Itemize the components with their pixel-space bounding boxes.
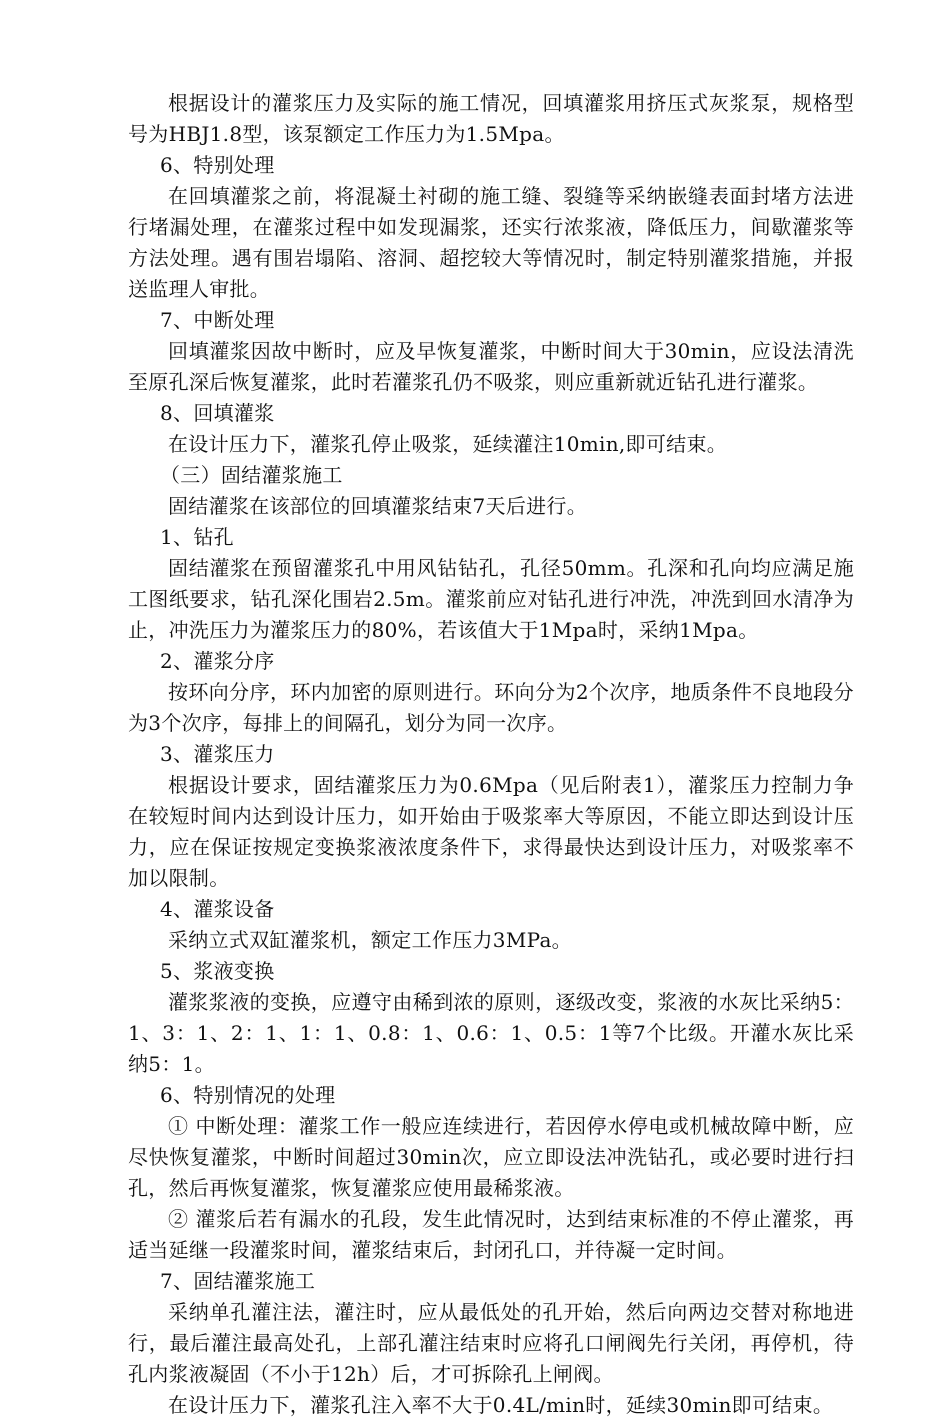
document-body (128, 88, 854, 1421)
section-heading: 7、中断处理 (160, 308, 275, 332)
paragraph: 在设计压力下，灌浆孔停止吸浆，延续灌注10min,即可结束。 (168, 432, 728, 456)
paragraph: 根据设计的灌浆压力及实际的施工情况，回填灌浆用挤压式灰浆泵，规格型号为HBJ1.8型，该泵额定工作压力为1.5Mpa。 (128, 91, 854, 146)
paragraph: 采纳单孔灌注法，灌注时，应从最低处的孔开始，然后向两边交替对称地进行，最后灌注最高处孔，上部孔灌注结束时应将孔口闸阀先行关闭，再停机，待孔内浆液凝固（不小于12h）后，才可拆除孔上闸阀。 (128, 1300, 854, 1386)
section-heading: 3、灌浆压力 (160, 742, 275, 766)
section-heading: 8、回填灌浆 (160, 401, 275, 425)
paragraph: 采纳立式双缸灌浆机，额定工作压力3MPa。 (168, 928, 572, 952)
paragraph: 灌浆浆液的变换，应遵守由稀到浓的原则，逐级改变，浆液的水灰比采纳5：1、3：1、2：1、1：1、0.8：1、0.6：1、0.5：1等7个比级。开灌水灰比采纳5：1。 (128, 990, 854, 1076)
section-heading: 6、特别处理 (160, 153, 275, 177)
section-heading: 4、灌浆设备 (160, 897, 275, 921)
section-heading: （三）固结灌浆施工 (160, 463, 343, 487)
section-heading: 7、固结灌浆施工 (160, 1269, 316, 1293)
section-heading: 2、灌浆分序 (160, 649, 275, 673)
section-heading: 6、特别情况的处理 (160, 1083, 336, 1107)
paragraph: 按环向分序，环内加密的原则进行。环向分为2个次序，地质条件不良地段分为3个次序，每排上的间隔孔，划分为同一次序。 (128, 680, 854, 735)
paragraph: 在回填灌浆之前，将混凝土衬砌的施工缝、裂缝等采纳嵌缝表面封堵方法进行堵漏处理，在灌浆过程中如发现漏浆，还实行浓浆液，降低压力，间歇灌浆等方法处理。遇有围岩塌陷、溶洞、超挖较大等情况时，制定特别灌浆措施，并报送监理人审批。 (128, 184, 854, 301)
paragraph: 回填灌浆因故中断时，应及早恢复灌浆，中断时间大于30min，应设法清洗至原孔深后恢复灌浆，此时若灌浆孔仍不吸浆，则应重新就近钻孔进行灌浆。 (128, 339, 854, 394)
paragraph: 在设计压力下，灌浆孔注入率不大于0.4L/min时，延续30min即可结束。 (168, 1393, 834, 1417)
section-heading: 1、钻孔 (160, 525, 234, 549)
paragraph: ① 中断处理：灌浆工作一般应连续进行，若因停水停电或机械故障中断，应尽快恢复灌浆，中断时间超过30min次，应立即设法冲洗钻孔，或必要时进行扫孔，然后再恢复灌浆，恢复灌浆应使用最稀浆液。 (128, 1114, 854, 1200)
section-heading: 5、浆液变换 (160, 959, 275, 983)
paragraph: 固结灌浆在该部位的回填灌浆结束7天后进行。 (168, 494, 588, 518)
paragraph: 根据设计要求，固结灌浆压力为0.6Mpa（见后附表1），灌浆压力控制力争在较短时间内达到设计压力，如开始由于吸浆率大等原因，不能立即达到设计压力，应在保证按规定变换浆液浓度条件下，求得最快达到设计压力，对吸浆率不加以限制。 (128, 773, 854, 890)
paragraph: ② 灌浆后若有漏水的孔段，发生此情况时，达到结束标准的不停止灌浆，再适当延继一段灌浆时间，灌浆结束后，封闭孔口，并待凝一定时间。 (128, 1207, 854, 1262)
paragraph: 固结灌浆在预留灌浆孔中用风钻钻孔，孔径50mm。孔深和孔向均应满足施工图纸要求，钻孔深化围岩2.5m。灌浆前应对钻孔进行冲洗，冲洗到回水清净为止，冲洗压力为灌浆压力的80%，若该值大于1Mpa时，采纳1Mpa。 (128, 556, 854, 642)
